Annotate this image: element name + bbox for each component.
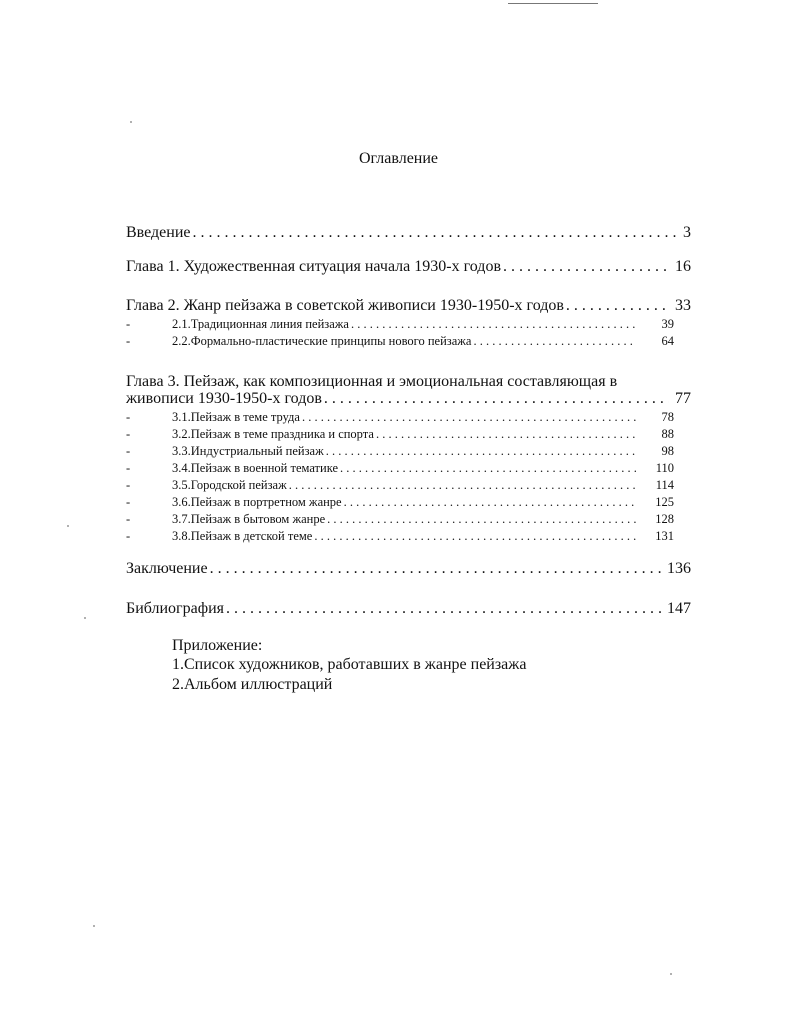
appendix-item[interactable]: 2.Альбом иллюстраций <box>172 676 333 693</box>
leader-dots <box>338 461 636 476</box>
toc-label: 2.2.Формально-пластические принципы нового пейзажа <box>172 334 472 348</box>
toc-label: 3.4.Пейзаж в военной тематике <box>172 461 339 475</box>
toc-entry-intro[interactable] <box>126 224 691 242</box>
toc-label: Глава 2. Жанр пейзажа в советской живописи 1930-1950-х годов <box>126 297 564 314</box>
dash-marker: - <box>126 410 131 424</box>
dash-marker: - <box>126 512 131 526</box>
toc-page: 110 <box>655 461 674 475</box>
toc-subentry[interactable] <box>126 317 674 332</box>
leader-dots <box>349 317 636 332</box>
leader-dots <box>224 600 661 618</box>
toc-page: 33 <box>675 297 691 314</box>
dash-marker: - <box>126 334 131 348</box>
toc-subentry[interactable] <box>126 334 674 349</box>
toc-label: Заключение <box>126 560 208 577</box>
leader-dots <box>322 390 669 408</box>
toc-subentry[interactable] <box>126 529 674 544</box>
leader-dots <box>287 478 636 493</box>
leader-dots <box>325 512 636 527</box>
toc-page: 128 <box>655 512 674 526</box>
scan-speck <box>130 121 132 123</box>
scan-speck <box>67 525 69 527</box>
leader-dots <box>471 334 636 349</box>
toc-subentry[interactable] <box>126 512 674 527</box>
toc-page: 114 <box>655 478 674 492</box>
toc-page: 131 <box>655 529 674 543</box>
scan-speck <box>84 617 86 619</box>
toc-label: 3.1.Пейзаж в теме труда <box>172 410 300 424</box>
leader-dots <box>300 410 636 425</box>
dash-marker: - <box>126 478 131 492</box>
toc-entry-chapter-1[interactable] <box>126 258 691 276</box>
toc-page: 88 <box>661 427 674 441</box>
toc-label: Введение <box>126 224 191 241</box>
scan-speck <box>93 925 95 927</box>
dash-marker: - <box>126 495 131 509</box>
leader-dots <box>564 297 669 315</box>
toc-label: 3.5.Городской пейзаж <box>172 478 287 492</box>
toc-label: 2.1.Традиционная линия пейзажа <box>172 317 349 331</box>
toc-label: Глава 1. Художественная ситуация начала 1930-х годов <box>126 258 501 275</box>
toc-subentry[interactable] <box>126 444 674 459</box>
toc-entry-chapter-3-line1[interactable]: Глава 3. Пейзаж, как композиционная и эмоциональная составляющая в <box>126 373 618 390</box>
toc-entry-bibliography[interactable] <box>126 600 691 618</box>
toc-page: 147 <box>667 600 691 617</box>
appendix-item[interactable]: 1.Список художников, работавших в жанре пейзажа <box>172 656 527 673</box>
toc-page: 125 <box>655 495 674 509</box>
leader-dots <box>374 427 636 442</box>
scan-artifact-line <box>508 3 598 4</box>
appendix-heading: Приложение: <box>172 637 263 654</box>
leader-dots <box>342 495 636 510</box>
dash-marker: - <box>126 317 131 331</box>
scan-speck <box>670 973 672 975</box>
toc-page: 136 <box>667 560 691 577</box>
toc-subentry[interactable] <box>126 427 674 442</box>
toc-page: 16 <box>675 258 691 275</box>
toc-page: 78 <box>661 410 674 424</box>
toc-entry-conclusion[interactable] <box>126 560 691 578</box>
toc-entry-chapter-2[interactable] <box>126 297 691 315</box>
toc-page: 98 <box>661 444 674 458</box>
page-title: Оглавление <box>358 150 439 167</box>
toc-page: 64 <box>661 334 674 348</box>
dash-marker: - <box>126 444 131 458</box>
leader-dots <box>208 560 661 578</box>
toc-page: 39 <box>661 317 674 331</box>
toc-subentry[interactable] <box>126 495 674 510</box>
dash-marker: - <box>126 461 131 475</box>
leader-dots <box>191 224 678 242</box>
toc-label: живописи 1930-1950-х годов <box>126 390 322 407</box>
toc-label: 3.8.Пейзаж в детской теме <box>172 529 313 543</box>
toc-subentry[interactable] <box>126 410 674 425</box>
dash-marker: - <box>126 427 131 441</box>
toc-label: Библиография <box>126 600 224 617</box>
leader-dots <box>312 529 636 544</box>
dash-marker: - <box>126 529 131 543</box>
toc-subentry[interactable] <box>126 461 674 476</box>
leader-dots <box>501 258 669 276</box>
toc-label: 3.3.Индустриальный пейзаж <box>172 444 324 458</box>
toc-label: 3.6.Пейзаж в портретном жанре <box>172 495 342 509</box>
toc-page: 77 <box>675 390 691 407</box>
toc-label: 3.7.Пейзаж в бытовом жанре <box>172 512 326 526</box>
leader-dots <box>324 444 636 459</box>
toc-entry-chapter-3[interactable] <box>126 390 691 408</box>
toc-page: 3 <box>683 224 691 241</box>
toc-subentry[interactable] <box>126 478 674 493</box>
toc-label: 3.2.Пейзаж в теме праздника и спорта <box>172 427 374 441</box>
